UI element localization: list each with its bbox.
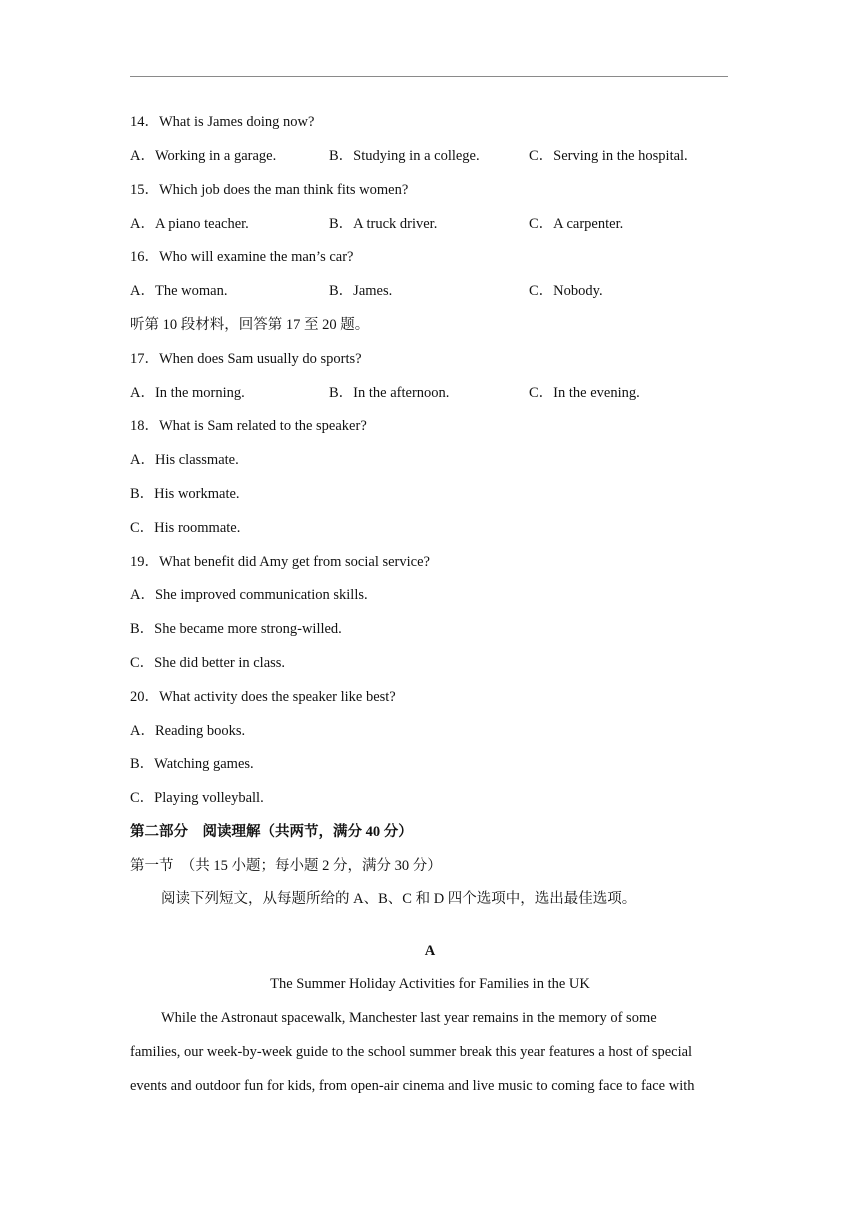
question-20: 20．What activity does the speaker like best? bbox=[130, 689, 396, 705]
question-18: 18．What is Sam related to the speaker? bbox=[130, 418, 367, 434]
passage-line: events and outdoor fun for kids, from open-air cinema and live music to coming face to face with bbox=[130, 1078, 695, 1094]
section-title: 第一节 （共 15 小题；每小题 2 分，满分 30 分） bbox=[130, 858, 442, 874]
option-a: A．In the morning. bbox=[130, 385, 245, 401]
option-b: B．James. bbox=[329, 283, 393, 299]
option-b: B．She became more strong-willed. bbox=[130, 621, 342, 637]
question-17: 17．When does Sam usually do sports? bbox=[130, 351, 362, 367]
option-b: B．Studying in a college. bbox=[329, 148, 480, 164]
question-14: 14．What is James doing now? bbox=[130, 114, 315, 130]
section-instruction: 听第 10 段材料，回答第 17 至 20 题。 bbox=[130, 317, 370, 333]
option-a: A．She improved communication skills. bbox=[130, 587, 368, 603]
option-b: B．His workmate. bbox=[130, 486, 240, 502]
part-title: 第二部分 阅读理解（共两节，满分 40 分） bbox=[130, 824, 413, 840]
question-15: 15．Which job does the man think fits women? bbox=[130, 182, 409, 198]
question-19: 19．What benefit did Amy get from social service? bbox=[130, 554, 430, 570]
passage-letter: A bbox=[424, 943, 436, 959]
option-a: A．Reading books. bbox=[130, 723, 246, 739]
option-a: A．His classmate. bbox=[130, 452, 239, 468]
passage-title: The Summer Holiday Activities for Families in the UK bbox=[270, 976, 590, 992]
option-c: C．His roommate. bbox=[130, 520, 241, 536]
options-15 bbox=[130, 215, 730, 233]
option-c: C．Playing volleyball. bbox=[130, 790, 264, 806]
question-16: 16．Who will examine the man’s car? bbox=[130, 249, 354, 265]
option-c: C．In the evening. bbox=[529, 385, 640, 401]
option-c: C．She did better in class. bbox=[130, 655, 286, 671]
options-16 bbox=[130, 282, 730, 300]
option-c: C．A carpenter. bbox=[529, 216, 624, 232]
option-b: B．Watching games. bbox=[130, 756, 254, 772]
option-a: A．The woman. bbox=[130, 283, 228, 299]
options-14 bbox=[130, 147, 730, 165]
option-b: B．A truck driver. bbox=[329, 216, 438, 232]
header-rule bbox=[130, 76, 728, 77]
reading-instruction: 阅读下列短文，从每题所给的 A、B、C 和 D 四个选项中，选出最佳选项。 bbox=[161, 891, 637, 907]
option-b: B．In the afternoon. bbox=[329, 385, 450, 401]
option-c: C．Nobody. bbox=[529, 283, 603, 299]
option-a: A．A piano teacher. bbox=[130, 216, 249, 232]
passage-line: families, our week-by-week guide to the school summer break this year features a host of special bbox=[130, 1044, 693, 1060]
options-17 bbox=[130, 384, 730, 402]
option-c: C．Serving in the hospital. bbox=[529, 148, 688, 164]
passage-line: While the Astronaut spacewalk, Manchester last year remains in the memory of some bbox=[161, 1010, 657, 1026]
option-a: A．Working in a garage. bbox=[130, 148, 277, 164]
